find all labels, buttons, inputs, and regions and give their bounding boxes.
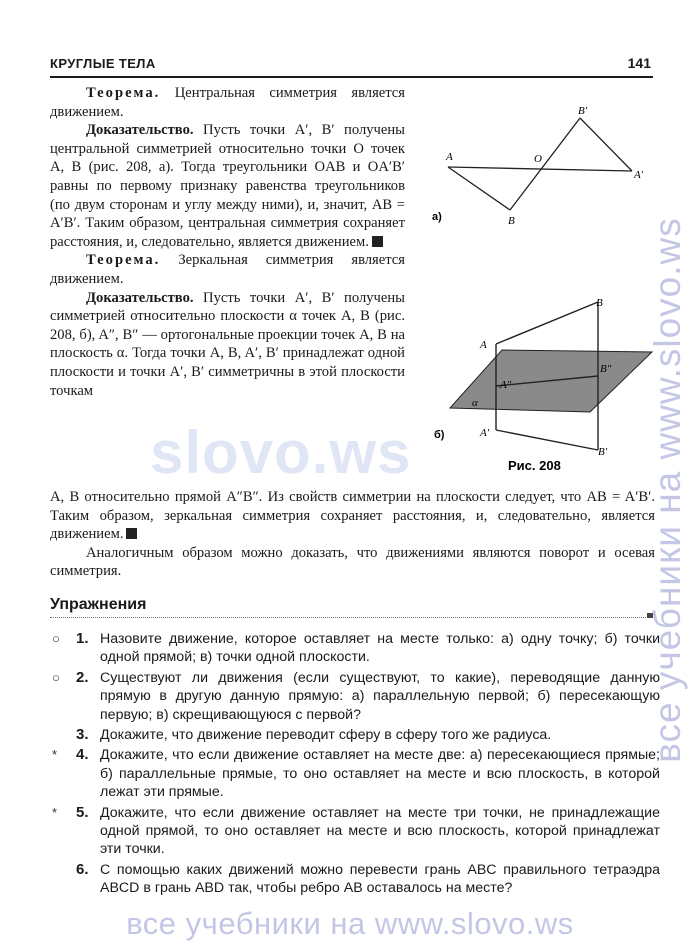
- theorem-2-label: Теорема.: [86, 252, 161, 269]
- label-a-A1: A′: [634, 169, 644, 181]
- exercise-number: 6.: [76, 860, 89, 878]
- watermark-side: [640, 100, 696, 880]
- proof-2-label: Доказательство.: [86, 289, 194, 306]
- exercises-title: Упражнения: [50, 596, 147, 613]
- proof-2: [50, 289, 405, 401]
- proof-1: [50, 121, 405, 251]
- exercise-number: 5.: [76, 803, 89, 821]
- proof-2-text-wide: A, B относительно прямой A″B″. Из свойств симметрии на плоскости следует, что AB = A′B′. Таким образом, зеркальная симметрия сохраняет расстояния, и, следовательно, является движением.: [50, 489, 655, 543]
- exercise-text: Докажите, что движение переводит сферу в сферу того же радиуса.: [100, 727, 552, 744]
- exercise-mark: *: [52, 747, 58, 763]
- proof-1-label: Доказательство.: [86, 122, 194, 139]
- figure-part-b: б): [434, 429, 445, 441]
- label-b-B1: B′: [598, 446, 608, 458]
- proof-2-text-narrow: Пусть точки A′, B′ получены симметрией относительно плоскости α точек A, B (рис. 208, б), A″, B″ — ортогональные проекции точек A, B на плоскость α. Тогда точки A, B, A′, B′ принадлежат одной плоскости и точки A′, B′ симметричны в этой плоскости точкам: [50, 289, 405, 399]
- watermark-center: slovo.ws: [150, 419, 412, 486]
- page-header: [50, 54, 653, 78]
- watermark-bottom: все учебники на www.slovo.ws: [126, 906, 574, 941]
- label-b-A1: A′: [480, 427, 490, 439]
- exercise-item: [50, 630, 660, 667]
- exercise-text: Докажите, что если движение оставляет на месте две: а) пересекающиеся прямые; б) параллельные прямые, то оно оставляет на месте и всю плоскость, в которой лежат эти прямые.: [100, 747, 660, 801]
- wide-text-block: [50, 488, 655, 581]
- figure-208a: [420, 100, 660, 235]
- exercise-item: [50, 746, 660, 801]
- label-b-B: B: [596, 297, 603, 309]
- theorem-1-text: Центральная симметрия является движением.: [50, 85, 405, 120]
- exercise-number: 2.: [76, 668, 89, 686]
- label-b-A2: A″: [500, 379, 512, 391]
- label-a-O: O: [534, 153, 542, 165]
- figure-caption: Рис. 208: [508, 458, 561, 473]
- exercise-text: С помощью каких движений можно перевести грань ABC правильного тетраэдра ABCD в грань ABD так, чтобы ребро AB оставалось на месте?: [100, 861, 660, 897]
- exercise-text: Назовите движение, которое оставляет на месте только: а) одну точку; б) точки одной прямой; в) точки одной плоскости.: [100, 631, 660, 666]
- exercise-mark: ○: [52, 631, 60, 646]
- label-b-alpha: α: [472, 397, 478, 409]
- main-text-column: [50, 84, 405, 400]
- theorem-1-label: Теорема.: [86, 85, 161, 101]
- exercise-item: [50, 804, 660, 859]
- label-a-B: B: [508, 215, 515, 227]
- figure-208b: [420, 290, 660, 480]
- exercise-number: 3.: [76, 726, 89, 744]
- figure-part-a: а): [432, 211, 442, 223]
- exercise-text: Докажите, что если движение оставляет на месте три точки, не принадлежащие одной прямой, то оно оставляет на месте и всю плоскость, которой принадлежат эти точки.: [100, 804, 660, 858]
- page-number: 141: [627, 55, 651, 71]
- exercise-number: 1.: [76, 630, 89, 647]
- proof-1-text: Пусть точки A′, B′ получены центральной симметрией относительно точки O точек A, B (рис. 208, а). Тогда треугольники OAB и OA′B′ равны по первому признаку равенства треугольников (по двум сторонам и углу между ними), и, значит, AB = A′B′. Таким образом, центральная симметрия сохраняет расстояния, и, следовательно, является движением.: [50, 122, 405, 250]
- exercise-item: [50, 669, 660, 724]
- label-b-B2: B″: [600, 363, 612, 375]
- label-b-A: A: [480, 339, 487, 351]
- label-a-A: A: [446, 151, 453, 163]
- exercise-mark: *: [52, 804, 58, 820]
- figure-208b-drawing: [420, 290, 660, 480]
- theorem-1: [50, 84, 405, 121]
- exercise-list: [50, 630, 660, 900]
- exercises-divider: [50, 617, 650, 618]
- theorem-2: [50, 251, 405, 288]
- qed-square-icon: [126, 528, 137, 539]
- section-title: КРУГЛЫЕ ТЕЛА: [50, 56, 156, 71]
- exercise-number: 4.: [76, 746, 89, 764]
- theorem-2-text: Зеркальная симметрия является движением.: [50, 252, 405, 287]
- figure-208a-drawing: [420, 100, 660, 235]
- analogous-paragraph: Аналогичным образом можно доказать, что движениями являются поворот и осевая симметрия.: [50, 544, 655, 580]
- qed-square-icon: [372, 236, 383, 247]
- exercise-text: Существуют ли движения (если существуют, то какие), переводящие данную прямую в другую данную прямую: а) параллельную первой; б) пересекающую первую; в) скрещивающуюся с первой?: [100, 669, 660, 723]
- exercise-item: [50, 726, 660, 744]
- watermark-side-text: все учебники на www.slovo.ws: [647, 217, 688, 763]
- proof-2-continued: [50, 488, 655, 544]
- exercise-item: [50, 861, 660, 898]
- label-a-B1: B′: [578, 105, 588, 117]
- exercise-mark: ○: [52, 669, 60, 685]
